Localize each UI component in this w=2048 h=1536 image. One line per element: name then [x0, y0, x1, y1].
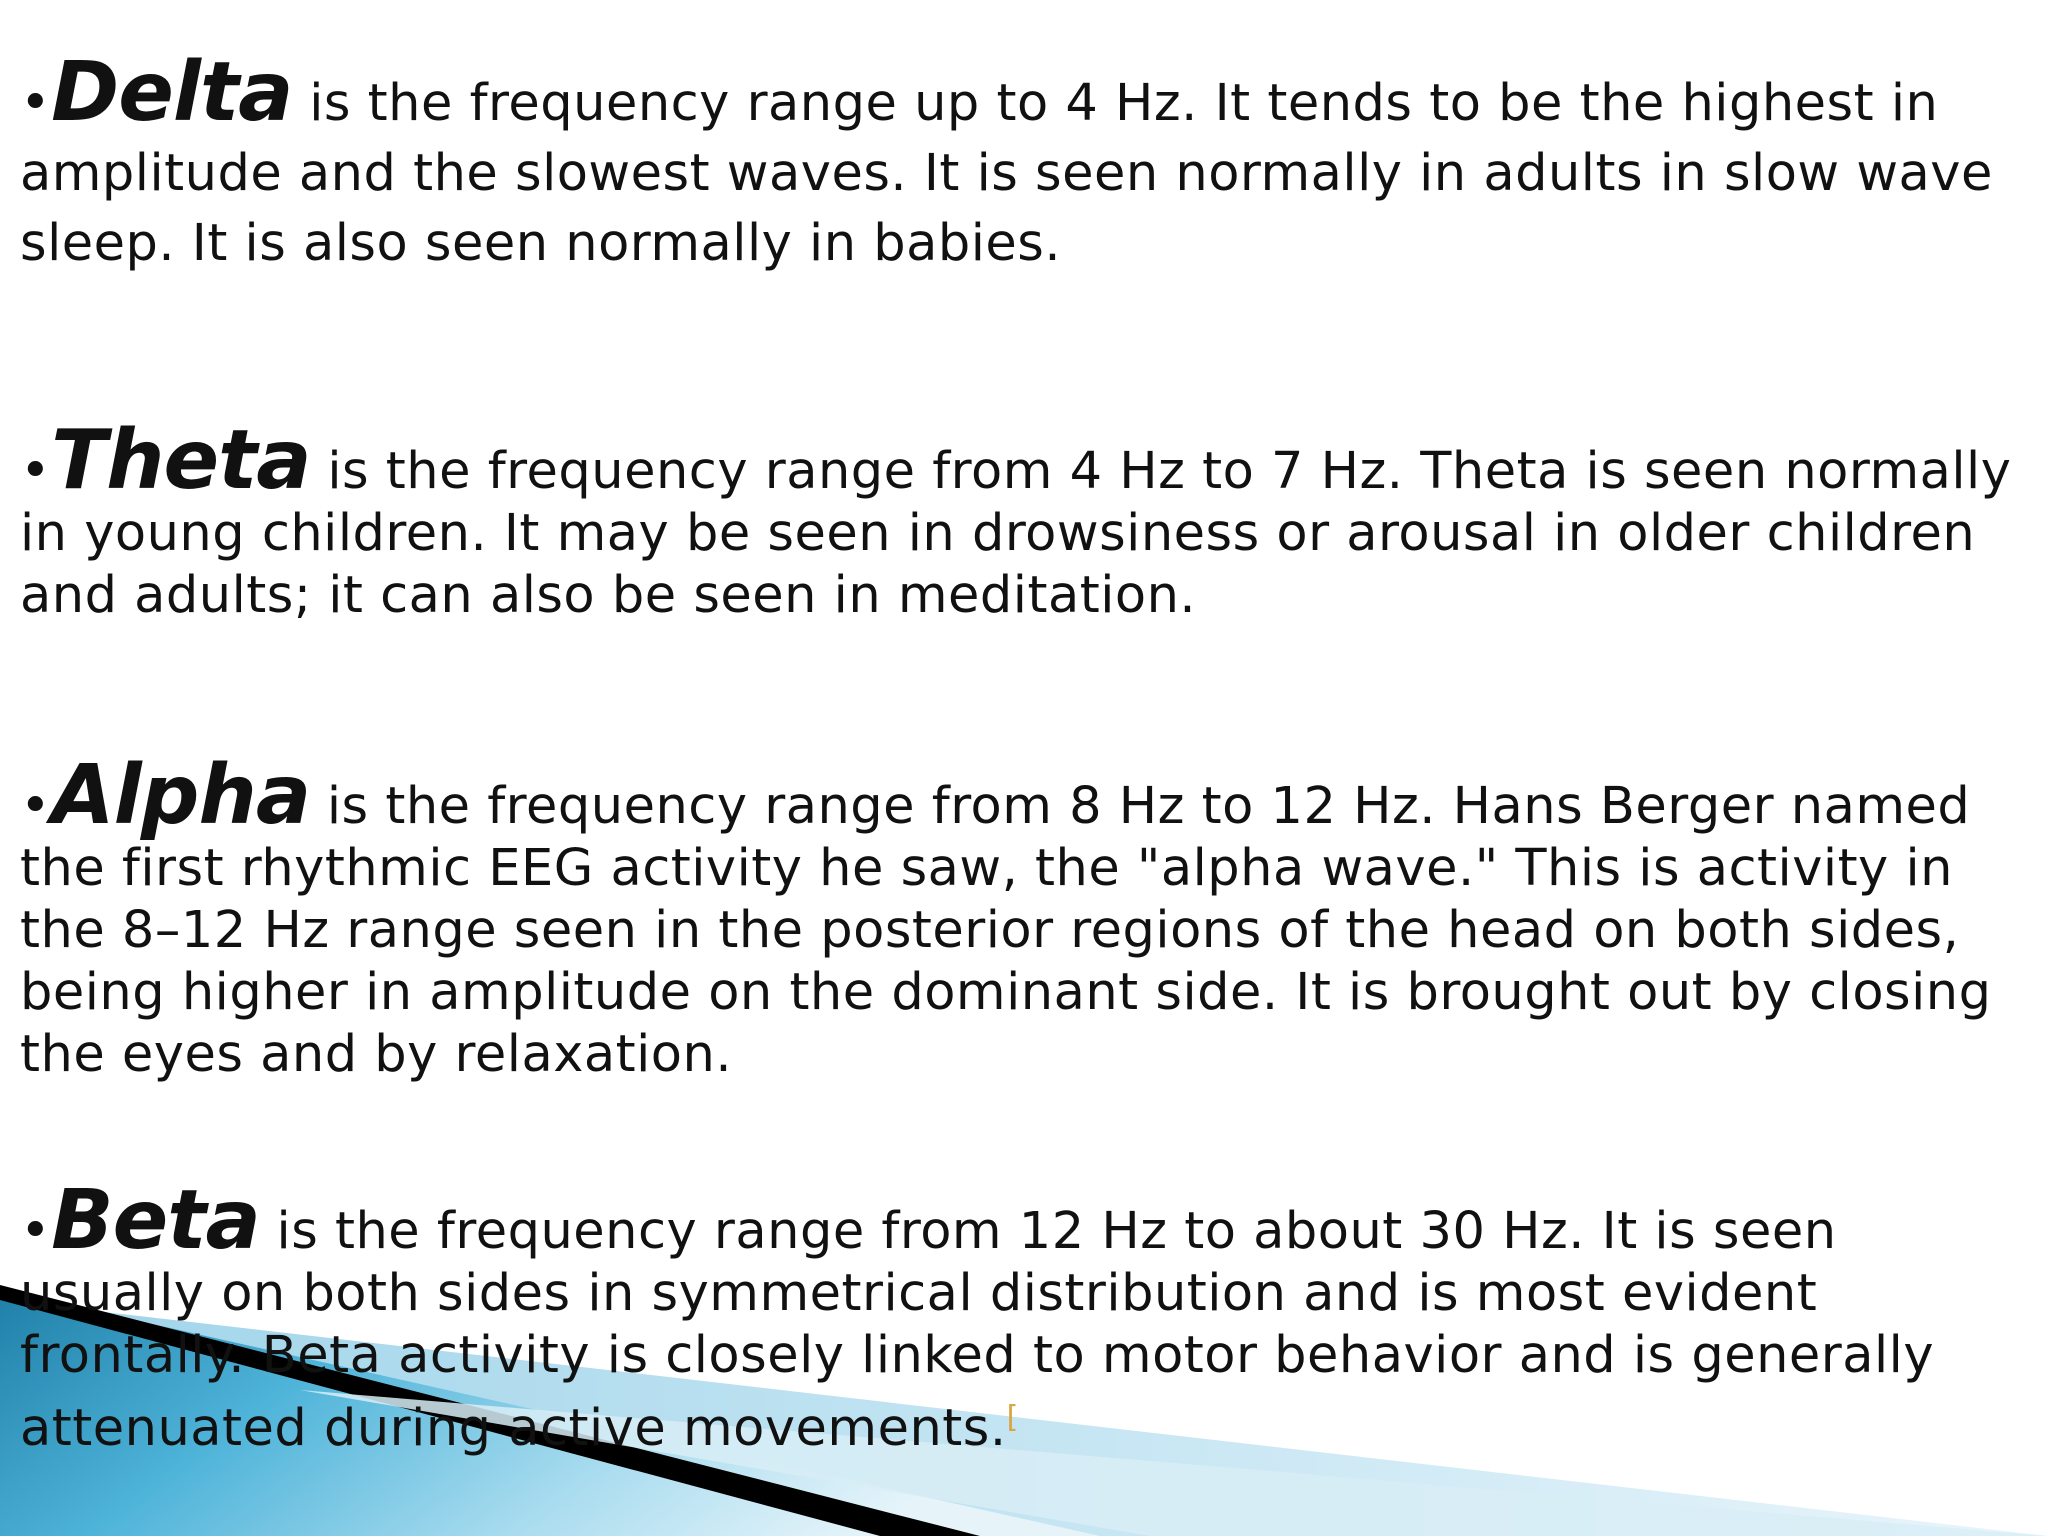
bullet-alpha-text: is the frequency range from 8 Hz to 12 Hz. Hans Berger named the first rhythmic EEG activity he saw, the "alpha wave." This is activity in the 8–12 Hz range seen in the posterior regions of the head on both sides, being higher in amplitude on the dominant side. It is brought out by closing the eyes and by relaxation. [20, 777, 1992, 1084]
bullet-beta-text: is the frequency range from 12 Hz to about 30 Hz. It is seen usually on both sides in symmetrical distribution and is most evident frontally. Beta activity is closely linked to motor behavior and is generally attenuated during active movements. [20, 1202, 1935, 1458]
term-alpha: Alpha [51, 748, 311, 843]
bullet-marker: • [20, 776, 52, 836]
bullet-marker: • [20, 441, 52, 501]
bullet-theta [20, 413, 2030, 627]
term-beta: Beta [51, 1173, 260, 1268]
term-delta: Delta [51, 45, 293, 140]
bullet-beta [20, 1173, 2030, 1460]
bullet-delta [20, 45, 2030, 279]
bullet-theta-text: is the frequency range from 4 Hz to 7 Hz. Theta is seen normally in young children. It may be seen in drowsiness or arousal in older children and adults; it can also be seen in meditation. [20, 442, 2012, 625]
footnote-link[interactable]: [ [1006, 1400, 1019, 1435]
bullet-delta-text: is the frequency range up to 4 Hz. It tends to be the highest in amplitude and the slowest waves. It is seen normally in adults in slow wave sleep. It is also seen normally in babies. [20, 74, 1993, 273]
bullet-marker: • [20, 1201, 52, 1261]
term-theta: Theta [51, 413, 311, 508]
bullet-alpha [20, 748, 2030, 1086]
bullet-marker: • [20, 73, 52, 133]
